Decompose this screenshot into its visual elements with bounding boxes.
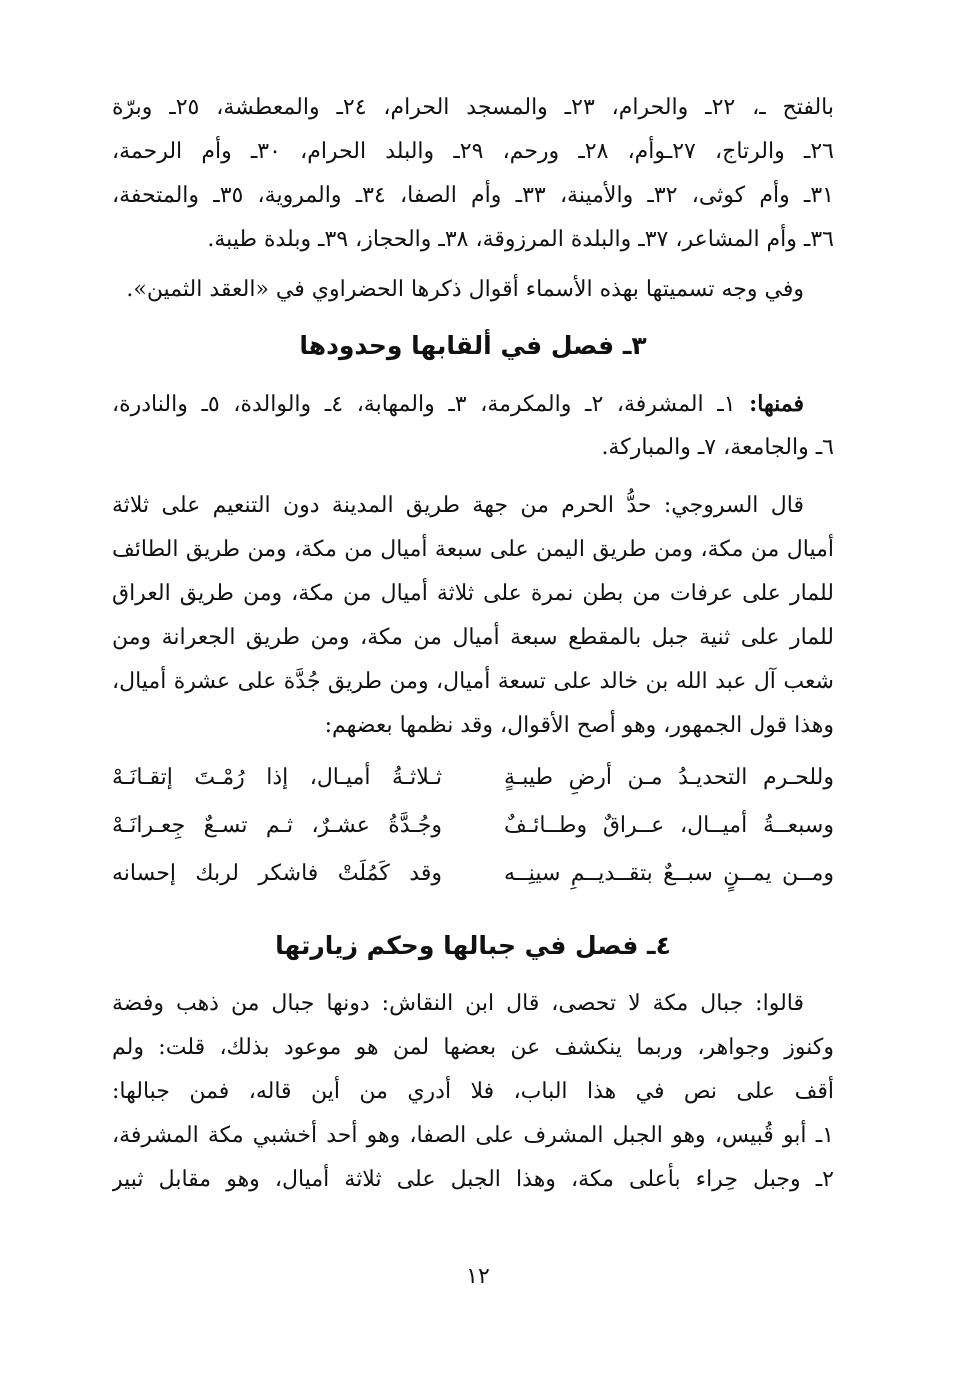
- text-line: [112, 382, 834, 426]
- section-3-paragraph: [112, 484, 834, 748]
- page-number: ١٢: [466, 1264, 490, 1289]
- verse-first-hemistich: وسبعــةُ أميــال، عــراقٌ وطــائـفٌ: [504, 813, 834, 838]
- text-line: ٣١ـ وأم كوثى، ٣٢ـ والأمينة، ٣٣ـ وأم الصفا، ٣٤ـ والمروية، ٣٥ـ والمتحفة،: [112, 183, 834, 208]
- poem-verse: [112, 850, 834, 898]
- text-line: وكنوز وجواهر، وربما ينكشف عن بعضها لمن هو موعود بذلك، قلت: ولم: [112, 1035, 834, 1060]
- list-text: ١ـ المشرفة، ٢ـ والمكرمة، ٣ـ والمهابة، ٤ـ والوالدة، ٥ـ والنادرة،: [112, 392, 750, 417]
- text-line: قال السروجي: حدُّ الحرم من جهة طريق المدينة دون التنعيم على ثلاثة: [112, 493, 804, 518]
- poem-verse: [112, 802, 834, 850]
- section-4-paragraph: [112, 982, 834, 1202]
- page-body: [112, 86, 834, 1202]
- verse-second-hemistich: وجُـدَّةُ عشـرٌ، ثـم تسـعٌ جِعـرانَـهْ: [112, 813, 442, 838]
- text-line: للمار على ثنية جبل بالمقطع سبعة أميال من مكة، ومن طريق الجعرانة ومن: [112, 625, 834, 650]
- text-line: شعب آل عبد الله بن خالد على تسعة أميال، ومن طريق جُدَّة على عشرة أميال،: [112, 669, 834, 694]
- intro-list-block: [112, 86, 834, 262]
- text-line: أقف على نص في هذا الباب، فلا أدري من أين قاله، فمن جبالها:: [112, 1079, 834, 1104]
- text-line: ٢٦ـ والرتاج، ٢٧ـوأم، ٢٨ـ ورحم، ٢٩ـ والبلد الحرام، ٣٠ـ وأم الرحمة،: [112, 139, 834, 164]
- verse-second-hemistich: وقد كَمُلَتْ فاشكر لربك إحسانه: [112, 861, 442, 886]
- note-line: وفي وجه تسميتها بهذه الأسماء أقوال ذكرها الحضراوي في «العقد الثمين».: [126, 277, 804, 302]
- text-line: ٢ـ وجبل حِراء بأعلى مكة، وهذا الجبل على ثلاثة أميال، وهو مقابل ثبير: [112, 1167, 834, 1192]
- section-4-heading: ٤ـ فصل في جبالها وحكم زيارتها: [275, 931, 671, 960]
- section-3-list: [112, 382, 834, 470]
- text-line: أميال من مكة، ومن طريق اليمن على سبعة أميال من مكة، ومن طريق الطائف: [112, 537, 834, 562]
- text-line: للمار على عرفات من بطن نمرة على ثلاثة أميال من مكة، ومن طريق العراق: [112, 581, 834, 606]
- verse-first-hemistich: وللحـرم التحديـدُ مـن أرضِ طيبـةٍ: [504, 765, 834, 790]
- verse-second-hemistich: ثـلاثـةُ أميـال، إذا رُمْـتَ إتقـانَـهْ: [112, 765, 442, 790]
- text-line: ٦ـ والجامعة، ٧ـ والمباركة.: [601, 435, 834, 460]
- section-3-heading: ٣ـ فصل في ألقابها وحدودها: [299, 331, 647, 360]
- verse-first-hemistich: ومــن يمــنٍ سبــعٌ بتقــديــمِ سينِــه: [504, 861, 834, 886]
- text-line: قالوا: جبال مكة لا تحصى، قال ابن النقاش: دونها جبال من ذهب وفضة: [112, 991, 804, 1016]
- text-line: بالفتح ـ، ٢٢ـ والحرام، ٢٣ـ والمسجد الحرام، ٢٤ـ والمعطشة، ٢٥ـ وبرّة: [112, 95, 834, 120]
- text-line: ٣٦ـ وأم المشاعر، ٣٧ـ والبلدة المرزوقة، ٣٨ـ والحجاز، ٣٩ـ وبلدة طيبة.: [207, 227, 834, 252]
- lead-word: فمنها:: [749, 391, 804, 417]
- text-line: وهذا قول الجمهور، وهو أصح الأقوال، وقد نظمها بعضهم:: [324, 713, 834, 738]
- poem-verse: [112, 754, 834, 802]
- text-line: ١ـ أبو قُبيس، وهو الجبل المشرف على الصفا، وهو أحد أخشبي مكة المشرفة،: [112, 1123, 834, 1148]
- poem: [112, 754, 834, 898]
